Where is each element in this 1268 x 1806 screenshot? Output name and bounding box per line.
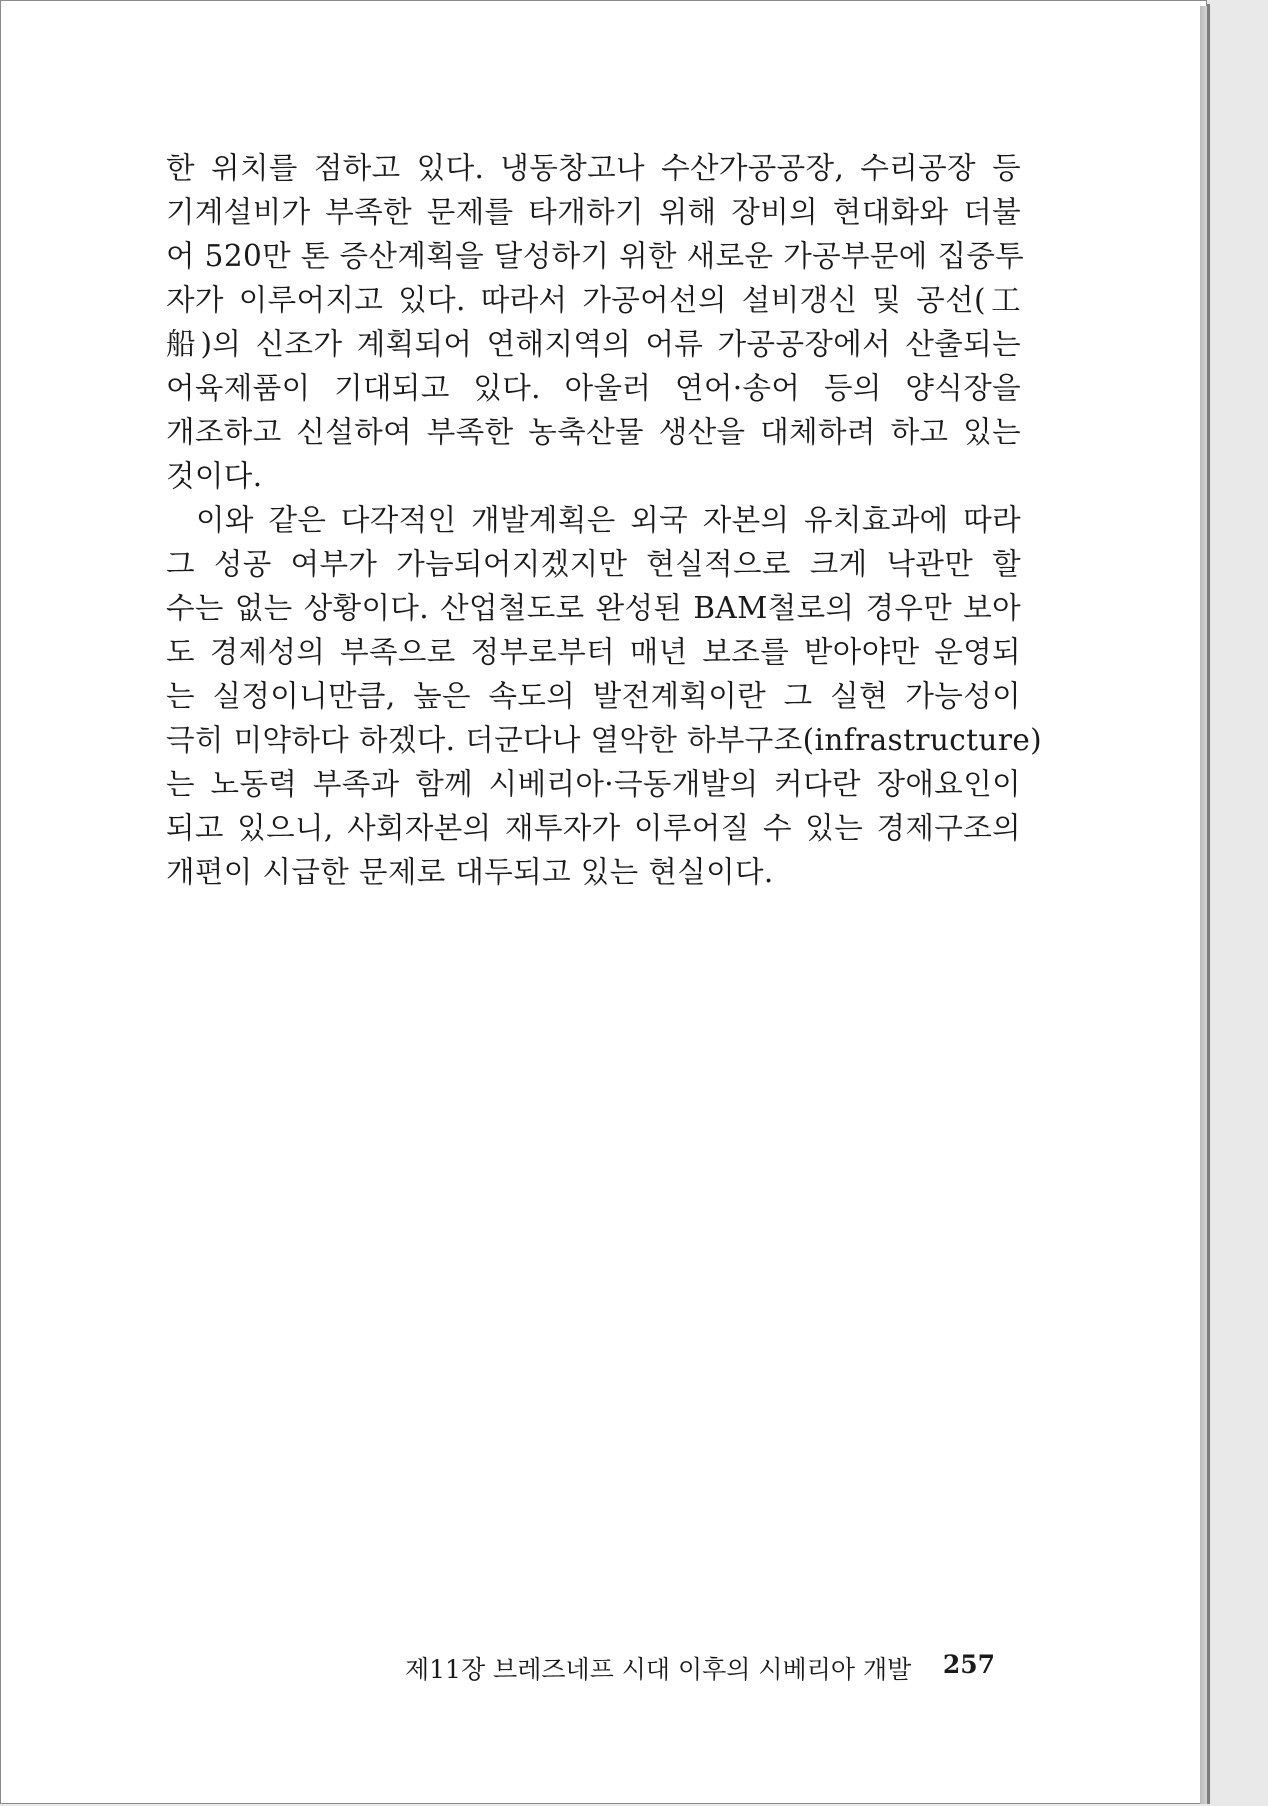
text-line: 개조하고 신설하여 부족한 농축산물 생산을 대체하려 하고 있는 xyxy=(166,415,1021,449)
text-line: 그 성공 여부가 가늠되어지겠지만 현실적으로 크게 낙관만 할 xyxy=(166,547,1021,581)
running-footer xyxy=(405,1650,995,1690)
paragraph-2 xyxy=(166,498,1043,894)
text-line: 이와 같은 다각적인 개발계획은 외국 자본의 유치효과에 따라 xyxy=(196,503,1021,537)
text-line: 기계설비가 부족한 문제를 타개하기 위해 장비의 현대화와 더불 xyxy=(166,195,1021,229)
text-line: 수는 없는 상황이다. 산업철도로 완성된 BAM철로의 경우만 보아 xyxy=(166,591,1021,625)
page-edge-shadow xyxy=(1200,6,1212,1804)
text-line: 개편이 시급한 문제로 대두되고 있는 현실이다. xyxy=(166,855,774,889)
text-line: 자가 이루어지고 있다. 따라서 가공어선의 설비갱신 및 공선(工 xyxy=(166,283,1021,317)
text-line: 극히 미약하다 하겠다. 더군다나 열악한 하부구조(infrastructure) xyxy=(166,723,1043,757)
text-line: 船)의 신조가 계획되어 연해지역의 어류 가공공장에서 산출되는 xyxy=(166,327,1021,361)
text-line: 어육제품이 기대되고 있다. 아울러 연어·송어 등의 양식장을 xyxy=(166,371,1021,405)
chapter-title: 제11장 브레즈네프 시대 이후의 시베리아 개발 xyxy=(405,1655,912,1684)
text-line: 는 노동력 부족과 함께 시베리아·극동개발의 커다란 장애요인이 xyxy=(166,767,1021,801)
text-line: 는 실정이니만큼, 높은 속도의 발전계획이란 그 실현 가능성이 xyxy=(166,679,1021,713)
text-line: 도 경제성의 부족으로 정부로부터 매년 보조를 받아야만 운영되 xyxy=(166,635,1021,669)
text-line: 되고 있으니, 사회자본의 재투자가 이루어질 수 있는 경제구조의 xyxy=(166,811,1021,845)
paragraph-1 xyxy=(166,146,1025,498)
text-line: 것이다. xyxy=(166,459,263,493)
body-text xyxy=(166,146,1043,894)
text-line: 어 520만 톤 증산계획을 달성하기 위한 새로운 가공부문에 집중투 xyxy=(166,239,1025,273)
page-number: 257 xyxy=(942,1650,995,1679)
page-edge-border xyxy=(1207,4,1210,1804)
text-line: 한 위치를 점하고 있다. 냉동창고나 수산가공공장, 수리공장 등 xyxy=(166,151,1021,185)
